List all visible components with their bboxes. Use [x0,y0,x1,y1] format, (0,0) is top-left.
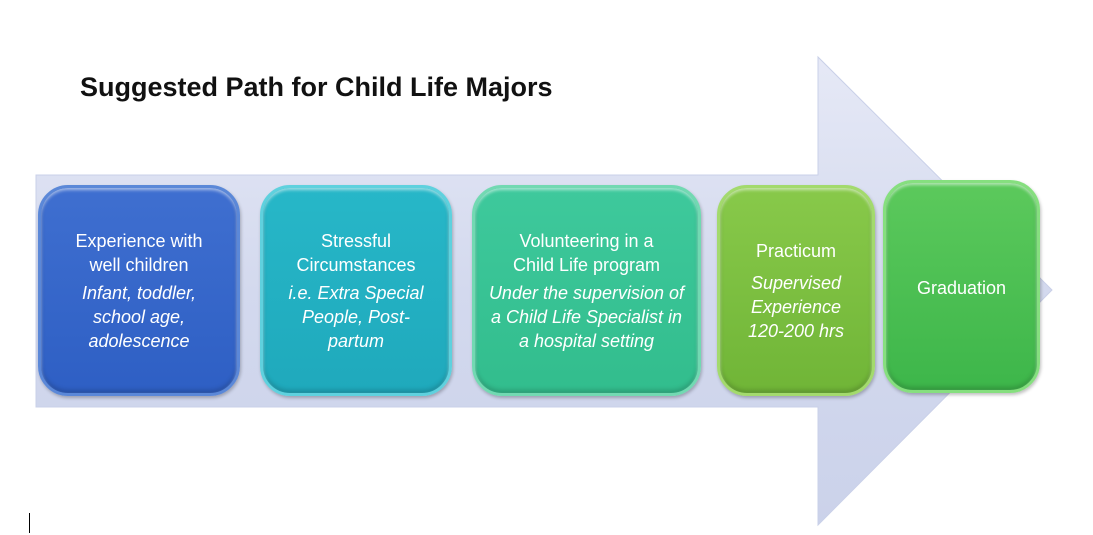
step-detail: Infant, toddler, school age, adolescence [81,282,197,351]
step-detail: i.e. Extra Special People, Post-partum [288,282,424,351]
step-detail: Supervised Experience 120-200 hrs [747,272,845,341]
step-volunteering [472,185,701,396]
step-label: Practicum [755,240,836,261]
step-graduation [883,180,1040,393]
step-label: Stressful Circumstances [296,230,416,275]
step-practicum [717,185,875,396]
text-cursor [29,513,30,533]
step-detail: Under the supervision of a Child Life Specialist in a hospital setting [488,282,685,351]
step-stressful-circumstances [260,185,452,396]
page-title: Suggested Path for Child Life Majors [80,72,553,102]
step-label: Graduation [916,278,1007,298]
step-label: Experience with well children [75,230,203,275]
step-label: Volunteering in a Child Life program [512,230,661,275]
step-experience-well-children [38,185,240,396]
